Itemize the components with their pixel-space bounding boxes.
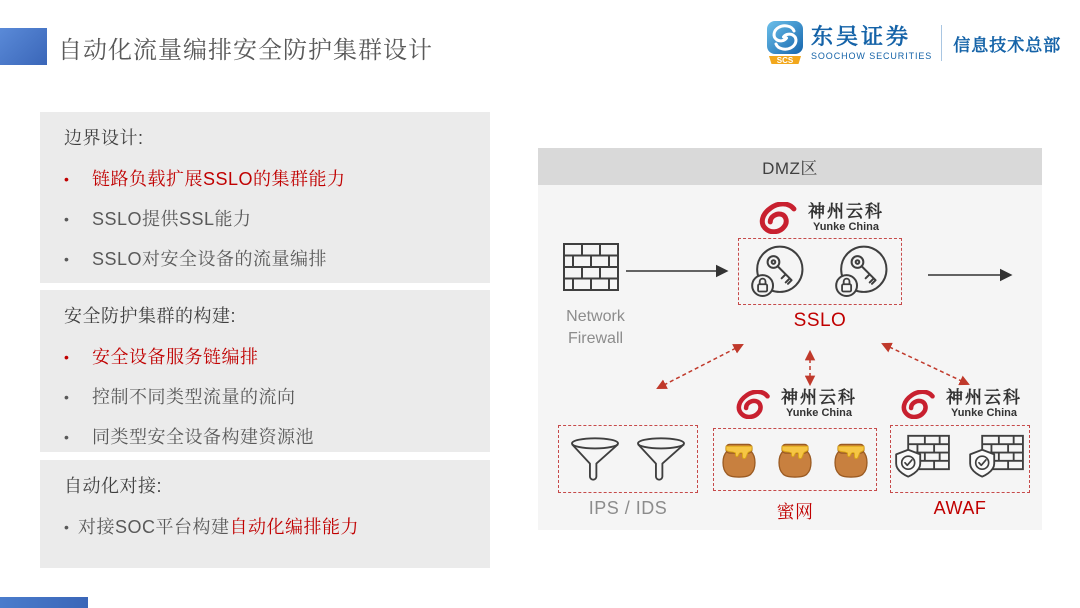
panel-cluster-build [40,290,490,452]
bullet-item [64,425,476,449]
brand-divider [941,25,942,61]
ips-ids-label: IPS / IDS [588,498,668,518]
vendor-text [781,388,857,420]
bullet-text: SSLO对安全设备的流量编排 [92,249,328,269]
waf-shield-wall-icon [894,434,952,484]
vendor-logo-yunke [733,202,907,234]
ssl-key-icon [749,243,807,301]
bullet-text-emphasis: 自动化编排能力 [229,517,360,537]
bullet-text [78,515,359,539]
firewall-label-line1: Network [566,308,625,325]
brand-badge-text: SCS [776,56,794,65]
soochow-logo-icon [766,20,804,66]
bullet-item [64,247,476,271]
bullet-dot: • [64,519,70,535]
bullet-dot: • [64,171,70,187]
brand-name-cn: 东吴证券 [811,24,912,49]
honeynet-node-box [713,428,877,491]
bullet-text-plain: 对接SOC平台构建 [78,517,230,537]
bullet-text: 控制不同类型流量的流向 [92,387,296,407]
bullet-item [64,515,476,539]
arrow-sslo-ips [658,345,742,388]
bullet-dot: • [64,389,70,405]
waf-shield-wall-icon [968,434,1026,484]
yunke-swirl-icon [733,390,775,419]
brand-logo [766,20,1061,66]
panel-heading: 安全防护集群的构建: [64,306,237,326]
honeypot-icon [720,439,758,481]
yunke-swirl-icon [756,202,802,234]
network-firewall-icon [562,242,620,299]
sslo-label: SSLO [793,310,847,331]
network-firewall-label [538,306,653,350]
panel-automation [40,460,490,568]
vendor-name-en: Yunke China [785,407,853,419]
bullet-item [64,345,476,369]
funnel-icon [635,436,687,482]
funnel-icon [569,436,621,482]
ssl-key-icon [833,243,891,301]
bullet-dot: • [64,211,70,227]
panel-border-design [40,112,490,283]
dmz-zone-header [538,148,1042,185]
dmz-diagram [538,148,1042,530]
yunke-swirl-icon [898,390,940,419]
bullet-item [64,167,476,191]
vendor-name-en: Yunke China [812,221,880,233]
bullet-item [64,207,476,231]
bullet-text: SSLO提供SSL能力 [92,209,252,229]
vendor-name-en: Yunke China [950,407,1018,419]
honeynet-label: 蜜网 [776,502,814,522]
title-accent-square [0,28,47,65]
panel-heading: 边界设计: [64,128,144,148]
dmz-zone-label: DMZ区 [762,159,818,178]
awaf-label: AWAF [933,498,987,518]
page-title: 自动化流量编排安全防护集群设计 [58,37,433,64]
vendor-name-cn: 神州云科 [781,388,857,407]
ips-ids-node-box [558,425,698,493]
vendor-name-cn: 神州云科 [808,202,884,221]
vendor-logo-yunke [875,388,1045,420]
bullet-item [64,385,476,409]
sslo-node-box [738,238,902,305]
bullet-text: 安全设备服务链编排 [92,347,259,367]
firewall-label-line2: Firewall [567,330,624,347]
vendor-text [946,388,1022,420]
bullet-dot: • [64,251,70,267]
panel-heading: 自动化对接: [64,476,163,496]
vendor-text [808,202,884,234]
brand-names [811,25,932,61]
bullet-dot: • [64,349,70,365]
bullet-text: 链路负载扩展SSLO的集群能力 [92,169,346,189]
awaf-node-box [890,425,1030,493]
honeypot-icon [776,439,814,481]
vendor-logo-yunke [710,388,880,420]
footer-accent-bar [0,597,88,608]
honeypot-icon [832,439,870,481]
vendor-name-cn: 神州云科 [946,388,1022,407]
brand-department: 信息技术总部 [953,35,1062,55]
bullet-dot: • [64,429,70,445]
bullet-text: 同类型安全设备构建资源池 [92,427,314,447]
arrow-sslo-awaf [883,344,968,384]
brand-name-en: SOOCHOW SECURITIES [811,51,933,61]
